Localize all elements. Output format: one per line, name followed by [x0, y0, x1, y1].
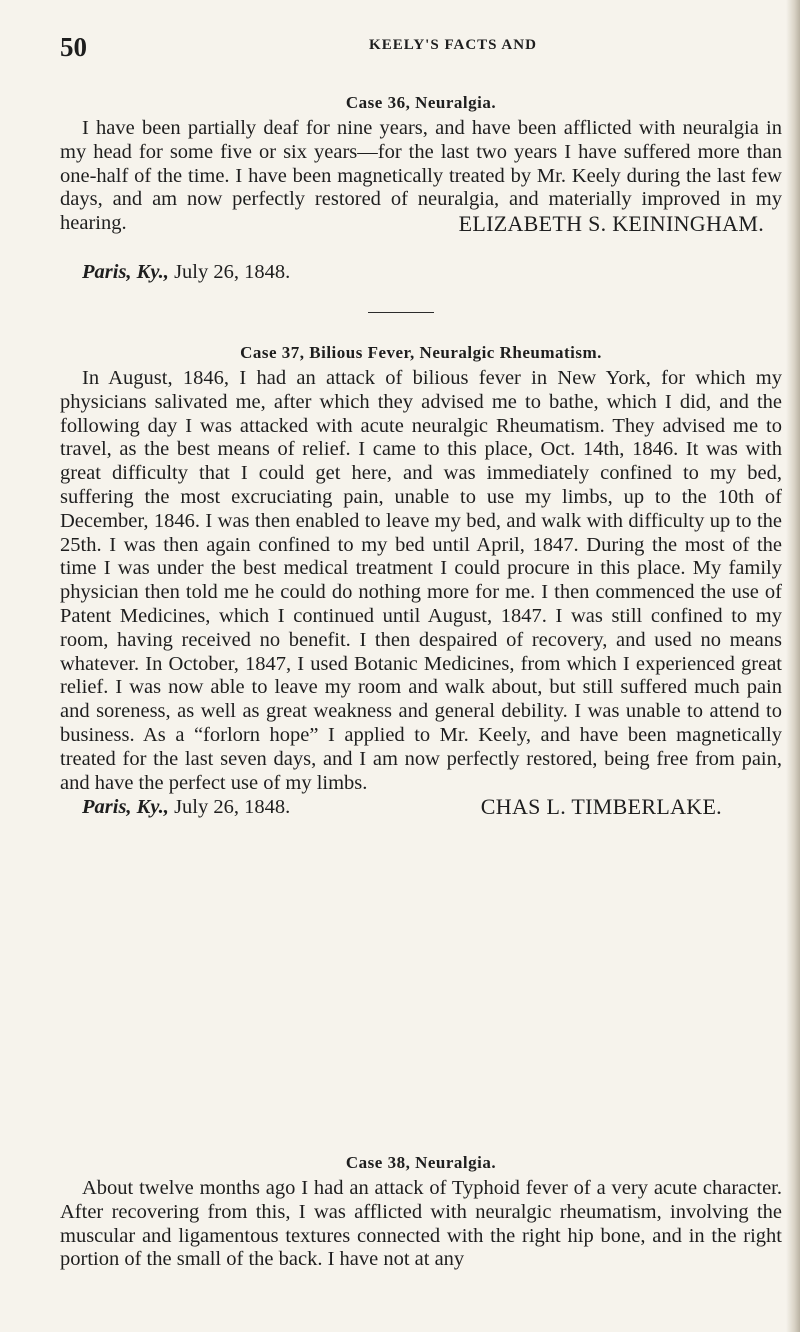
case-36-signer: ELIZABETH S. KEININGHAM.	[458, 210, 764, 236]
case-37-heading: Case 37, Bilious Fever, Neuralgic Rheumatism.	[240, 343, 602, 362]
case-37-testimony: In August, 1846, I had an attack of bilious fever in New York, for which my physicians salivated me, after which they advised me to bathe, which I did, and the following day I was attacked with acute neuralgic Rheumatism. They advised me to travel, as the best means of relief. I came to this place, Oct. 14th, 1846. It was with great difficulty that I could get here, and was immediately confined to my bed, suffering the most excruciating pain, unable to use my limbs, up to the 10th of December, 1846. I was then enabled to leave my bed, and walk with difficulty up to the 25th. I was then again confined to my bed until April, 1847. During the most of the time I was under the best medical treatment I could procure in this place. My family physician then told me he could do nothing more for me. I then commenced the use of Patent Medicines, which I continued until August, 1847. I was still confined to my room, having received no benefit. I then despaired of recovery, and used no means whatever. In October, 1847, I used Botanic Medicines, from which I experienced great relief. I was now able to leave my room and walk about, but still suffered much pain and soreness, as well as great weakness and general debility. I was unable to attend to business. As a “forlorn hope” I applied to Mr. Keely, and have been magnetically treated for the last seven days, and I am now perfectly restored, being free from pain, and have the perfect use of my limbs.	[60, 367, 782, 794]
case-36-section	[60, 93, 782, 284]
case-37-section	[60, 343, 782, 819]
case-37-dateline	[82, 795, 290, 819]
page-number: 50	[60, 32, 87, 62]
page-header	[60, 32, 780, 60]
case-36-date: July 26, 1848.	[174, 260, 291, 283]
page-edge-shadow	[786, 0, 800, 1332]
case-38-testimony: About twelve months ago I had an attack of Typhoid fever of a very acute character. After recovering from this, I was afflicted with neuralgic rheumatism, involving the muscular and ligamentous textures connected with the right hip bone, and in the right portion of the small of the back. I have not at any	[60, 1177, 782, 1271]
case-36-signature-block	[60, 210, 782, 284]
case-36-dateline	[82, 260, 290, 284]
case-38-section	[60, 1153, 782, 1272]
running-title: KEELY'S FACTS AND	[369, 37, 537, 53]
case-36-place: Paris, Ky.,	[82, 260, 169, 283]
case-36-testimony: I have been partially deaf for nine years, and have been afflicted with neuralgia in my head for some five or six years—for the last two years I have suffered more than one-half of the time. I have been magnetically treated by Mr. Keely during the last few days, and am now perfectly restored of neuralgia, and materially improved in my hearing.	[60, 117, 782, 235]
case-37-date: July 26, 1848.	[174, 796, 291, 819]
case-37-place: Paris, Ky.,	[82, 796, 169, 819]
section-divider	[368, 312, 434, 313]
case-37-signer: CHAS L. TIMBERLAKE.	[480, 794, 722, 820]
case-36-heading: Case 36, Neuralgia.	[345, 93, 497, 112]
case-38-heading: Case 38, Neuralgia.	[345, 1153, 497, 1172]
case-37-signature-block	[60, 795, 782, 819]
